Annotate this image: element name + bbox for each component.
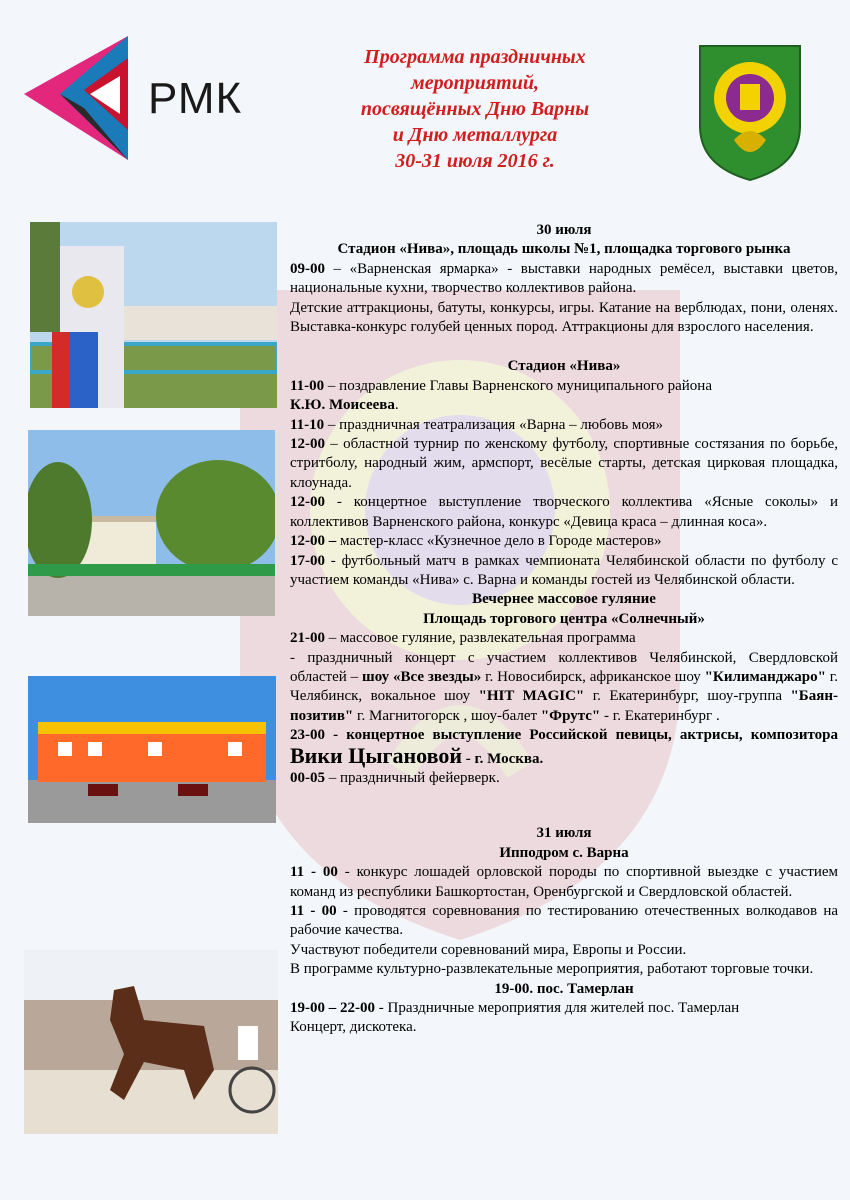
stadium-photo (30, 222, 277, 408)
item-text: г. Новосибирск, африканское шоу (481, 668, 705, 685)
item-text: – поздравление Главы Варненского муниципального района (324, 377, 712, 394)
program-item: Участвуют победители соревнований мира, Европы и России. (290, 941, 687, 958)
item-text: - праздничный концерт с участием коллективов Челябинской, Свердловской областей – (290, 649, 838, 685)
item-time: 11-10 (290, 416, 325, 433)
program-item (290, 902, 838, 941)
item-text: - г. Москва. (462, 750, 544, 767)
item-time: 21-00 (290, 630, 325, 647)
program-item: Концерт, дискотека. (290, 1019, 417, 1036)
item-text: г. Магнитогорск , шоу-балет (353, 707, 541, 724)
program-item: В программе культурно-развлекательные мероприятия, работают торговые точки. (290, 961, 814, 978)
title-line: посвящённых Дню Варны (360, 98, 590, 120)
item-text: г. Екатеринбург, шоу-группа (584, 688, 791, 705)
show-name: "Баян-позитив" (290, 688, 838, 724)
program-item (290, 769, 838, 788)
item-text: – массовое гуляние, развлекательная программа (325, 630, 636, 647)
item-text: - конкурс лошадей орловской породы по спортивной выездке с участием команд из республики Башкортостан, Оренбургской и Свердловской областей. (290, 864, 838, 900)
item-time: 00-05 (290, 769, 325, 786)
program-item (290, 435, 838, 493)
program-item (290, 629, 838, 648)
item-text: – праздничная театрализация «Варна – любовь моя» (324, 416, 664, 433)
program-item (290, 552, 838, 591)
item-text: - концертное выступление творческого коллектива «Ясные соколы» и коллективов Варненского района, конкурс «Девица краса – длинная коса». (290, 494, 838, 530)
show-name: шоу «Все звезды» (362, 668, 482, 685)
day1-venue2: Стадион «Нива» (507, 358, 621, 375)
title-line: Программа праздничных (364, 46, 586, 68)
item-time: 11 - 00 (290, 903, 337, 919)
item-text: - Праздничные мероприятия для жителей пос. Тамерлан (375, 1000, 740, 1017)
performer-name: Вики Цыгановой (290, 742, 463, 768)
item-text: - проводятся соревнования по тестированию отечественных волкодавов на рабочие качества. (290, 903, 839, 939)
day2-date: 31 июля (536, 825, 592, 842)
day1-date: 30 июля (536, 222, 592, 238)
title-line: 30-31 июля 2016 г. (395, 150, 555, 172)
program-item (290, 532, 838, 551)
title-line: и Дню металлурга (392, 124, 558, 146)
program-item (290, 726, 838, 769)
item-time: 12-00 (290, 494, 325, 511)
item-text: г. Челябинск, вокальное шоу (290, 668, 838, 705)
item-time: 17-00 (290, 552, 325, 569)
item-time: 12-00 – (290, 533, 337, 550)
item-text: - футбольный матч в рамках чемпионата Челябинской области по футболу с участием команды «Нива» с. Варна и команды гостей из Челябинской области. (290, 552, 838, 588)
item-text: - г. Екатеринбург . (600, 707, 720, 724)
program-item: Детские аттракционы, батуты, конкурсы, игры. Катание на верблюдах, пони, оленях. Выставка-конкурс голубей ценных пород. Аттракционы для взрослого населения. (290, 299, 838, 336)
program-item (290, 416, 838, 435)
item-name: К.Ю. Моисеева (290, 397, 395, 414)
hippodrome-horse-photo (24, 950, 278, 1134)
show-name: "HIT MAGIC" (478, 688, 585, 705)
show-name: "Фрутс" (540, 707, 601, 724)
item-text: – праздничный фейерверк. (325, 769, 500, 786)
title-line: мероприятий, (411, 72, 539, 94)
coat-of-arms-icon (698, 44, 802, 182)
show-name: "Килиманджаро" (704, 668, 826, 685)
logo-text: РМК (148, 74, 243, 123)
item-time: 11-00 (290, 377, 325, 394)
item-text: . (394, 397, 399, 414)
item-time: 12-00 (290, 436, 325, 453)
program-content (290, 221, 838, 1038)
school-photo (28, 430, 275, 616)
item-time: 09-00 (290, 260, 325, 277)
program-item (290, 999, 838, 1018)
evening-heading: Вечернее массовое гуляние (472, 591, 656, 608)
program-item (290, 863, 838, 902)
program-item (290, 260, 838, 299)
program-item (290, 493, 838, 532)
page-title (300, 44, 650, 174)
program-item (290, 377, 838, 396)
program-item (290, 649, 838, 727)
day1-venue3: Площадь торгового центра «Солнечный» (423, 610, 705, 627)
day2-venue1: Ипподром с. Варна (499, 844, 629, 861)
item-text: 23-00 - концертное выступление Российской певицы, актрисы, композитора (290, 727, 838, 744)
item-time: 19-00 – 22-00 (290, 1000, 375, 1017)
item-text: – областной турнир по женскому футболу, спортивные состязания по борьбе, стритболу, народный жим, армспорт, весёлые старты, детская цирковая площадка, клоунада. (290, 436, 838, 491)
item-time: 11 - 00 (290, 864, 338, 881)
item-text: мастер-класс «Кузнечное дело в Городе мастеров» (336, 533, 662, 550)
program-item (290, 396, 838, 415)
shopping-center-photo (28, 676, 276, 823)
day2-venue2: 19-00. пос. Тамерлан (494, 980, 634, 997)
day1-venue1: Стадион «Нива», площадь школы №1, площадка торгового рынка (337, 241, 791, 258)
item-text: – «Варненская ярмарка» - выставки народных ремёсел, выставки цветов, национальные кухни, творчество коллективов района. (290, 260, 838, 297)
